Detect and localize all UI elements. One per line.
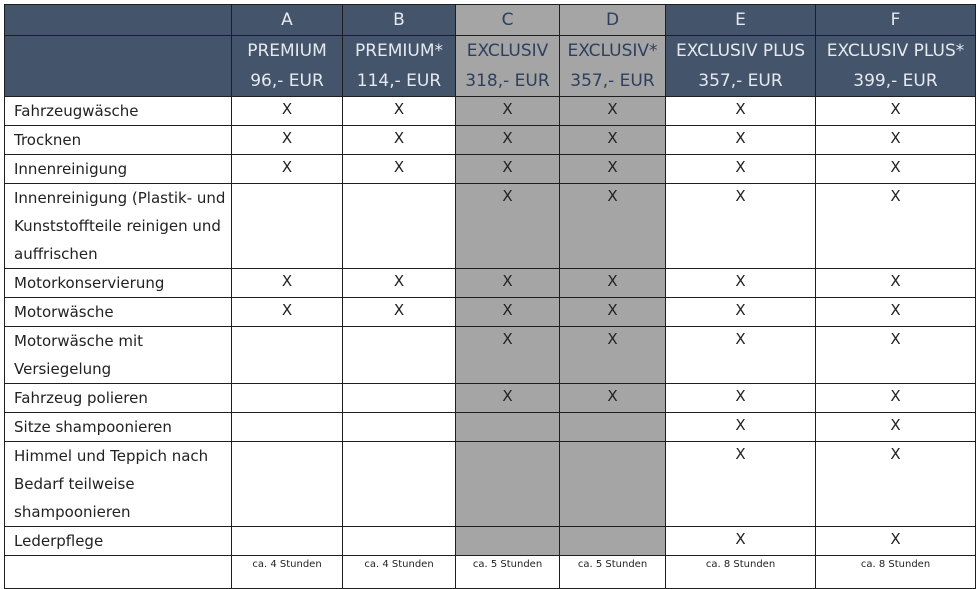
service-mark-cell xyxy=(816,184,976,269)
included-mark: X xyxy=(393,272,405,290)
included-mark: X xyxy=(890,100,901,118)
service-mark-cell xyxy=(456,126,560,155)
service-label-line: Bedarf teilweise xyxy=(14,475,135,493)
service-row xyxy=(5,413,976,442)
included-mark: X xyxy=(890,301,901,319)
service-mark-cell xyxy=(456,413,560,442)
service-label-line: auffrischen xyxy=(14,245,98,263)
service-mark-cell xyxy=(816,155,976,184)
duration-label-cell xyxy=(5,556,232,589)
included-mark: X xyxy=(607,301,618,319)
included-mark: X xyxy=(502,272,513,290)
service-mark-cell xyxy=(456,269,560,298)
column-letters-row xyxy=(5,5,976,36)
service-mark-cell xyxy=(560,327,666,384)
duration-cell: ca. 5 Stunden xyxy=(560,556,666,589)
service-mark-cell xyxy=(560,442,666,527)
included-mark: X xyxy=(502,100,513,118)
service-row xyxy=(5,126,976,155)
included-mark: X xyxy=(890,272,901,290)
service-mark-cell xyxy=(343,97,456,126)
included-mark: X xyxy=(502,158,513,176)
included-mark: X xyxy=(502,330,513,348)
included-mark: X xyxy=(735,187,746,205)
included-mark: X xyxy=(607,272,618,290)
service-label xyxy=(5,327,232,384)
service-label-line: Fahrzeugwäsche xyxy=(14,102,139,120)
header-corner xyxy=(5,36,232,67)
service-label-line: Innenreinigung (Plastik- und xyxy=(14,189,226,207)
package-price: 357,- EUR xyxy=(666,66,816,97)
service-row xyxy=(5,298,976,327)
service-mark-cell xyxy=(816,442,976,527)
service-label xyxy=(5,184,232,269)
service-mark-cell xyxy=(560,155,666,184)
service-row xyxy=(5,155,976,184)
included-mark: X xyxy=(281,272,293,290)
service-mark-cell xyxy=(343,298,456,327)
service-mark-cell xyxy=(666,97,816,126)
service-mark-cell xyxy=(456,298,560,327)
included-mark: X xyxy=(393,158,405,176)
included-mark: X xyxy=(735,387,746,405)
service-mark-cell xyxy=(232,442,343,527)
included-mark: X xyxy=(890,530,901,548)
service-mark-cell xyxy=(456,155,560,184)
service-mark-cell xyxy=(560,97,666,126)
package-comparison-table xyxy=(4,4,976,589)
included-mark: X xyxy=(607,158,618,176)
included-mark: X xyxy=(393,129,405,147)
header-corner xyxy=(5,66,232,97)
column-letter: B xyxy=(343,5,456,36)
service-mark-cell xyxy=(343,184,456,269)
service-label xyxy=(5,527,232,556)
service-mark-cell xyxy=(456,442,560,527)
service-label xyxy=(5,97,232,126)
included-mark: X xyxy=(607,387,618,405)
service-mark-cell xyxy=(232,269,343,298)
service-label-line: Trocknen xyxy=(14,131,82,149)
package-price: 318,- EUR xyxy=(456,66,560,97)
service-label xyxy=(5,269,232,298)
included-mark: X xyxy=(735,158,746,176)
package-price: 357,- EUR xyxy=(560,66,666,97)
duration-cell: ca. 5 Stunden xyxy=(456,556,560,589)
service-mark-cell xyxy=(456,527,560,556)
included-mark: X xyxy=(607,330,618,348)
service-label xyxy=(5,155,232,184)
package-price: 96,- EUR xyxy=(232,66,343,97)
included-mark: X xyxy=(281,129,293,147)
included-mark: X xyxy=(735,301,746,319)
service-label xyxy=(5,413,232,442)
service-mark-cell xyxy=(343,155,456,184)
service-mark-cell xyxy=(666,384,816,413)
package-price: 399,- EUR xyxy=(816,66,976,97)
service-mark-cell xyxy=(456,97,560,126)
included-mark: X xyxy=(502,187,513,205)
service-mark-cell xyxy=(666,184,816,269)
service-row xyxy=(5,97,976,126)
package-prices-row xyxy=(5,66,976,97)
service-mark-cell xyxy=(560,527,666,556)
package-price: 114,- EUR xyxy=(343,66,456,97)
service-label xyxy=(5,126,232,155)
service-mark-cell xyxy=(666,298,816,327)
service-mark-cell xyxy=(560,184,666,269)
included-mark: X xyxy=(607,129,618,147)
service-mark-cell xyxy=(232,97,343,126)
service-label-line: Lederpflege xyxy=(14,532,104,550)
service-mark-cell xyxy=(666,413,816,442)
package-name: EXCLUSIV PLUS* xyxy=(816,36,976,67)
service-row xyxy=(5,527,976,556)
service-mark-cell xyxy=(666,126,816,155)
service-mark-cell xyxy=(456,184,560,269)
service-mark-cell xyxy=(816,298,976,327)
service-mark-cell xyxy=(232,184,343,269)
service-mark-cell xyxy=(560,384,666,413)
included-mark: X xyxy=(890,416,901,434)
service-mark-cell xyxy=(343,413,456,442)
service-label-line: Fahrzeug polieren xyxy=(14,389,148,407)
service-mark-cell xyxy=(343,327,456,384)
service-label xyxy=(5,442,232,527)
service-mark-cell xyxy=(560,413,666,442)
service-mark-cell xyxy=(343,527,456,556)
included-mark: X xyxy=(890,445,901,463)
service-mark-cell xyxy=(343,384,456,413)
package-name: PREMIUM* xyxy=(343,36,456,67)
package-name: EXCLUSIV xyxy=(456,36,560,67)
included-mark: X xyxy=(281,158,293,176)
package-names-row xyxy=(5,36,976,67)
included-mark: X xyxy=(890,330,901,348)
column-letter: D xyxy=(560,5,666,36)
service-row xyxy=(5,442,976,527)
included-mark: X xyxy=(890,158,901,176)
service-mark-cell xyxy=(232,413,343,442)
service-mark-cell xyxy=(560,269,666,298)
included-mark: X xyxy=(607,100,618,118)
service-label-line: Kunststoffteile reinigen und xyxy=(14,217,221,235)
service-mark-cell xyxy=(816,527,976,556)
included-mark: X xyxy=(735,129,746,147)
service-row xyxy=(5,327,976,384)
included-mark: X xyxy=(502,129,513,147)
column-letter: E xyxy=(666,5,816,36)
duration-cell: ca. 8 Stunden xyxy=(816,556,976,589)
service-mark-cell xyxy=(456,384,560,413)
service-mark-cell xyxy=(816,97,976,126)
included-mark: X xyxy=(281,301,293,319)
package-name: PREMIUM xyxy=(232,36,343,67)
included-mark: X xyxy=(281,100,293,118)
service-mark-cell xyxy=(456,327,560,384)
column-letter: C xyxy=(456,5,560,36)
service-mark-cell xyxy=(816,327,976,384)
package-name: EXCLUSIV* xyxy=(560,36,666,67)
column-letter: A xyxy=(232,5,343,36)
included-mark: X xyxy=(890,187,901,205)
included-mark: X xyxy=(890,129,901,147)
duration-cell: ca. 8 Stunden xyxy=(666,556,816,589)
package-name: EXCLUSIV PLUS xyxy=(666,36,816,67)
service-label-line: Himmel und Teppich nach xyxy=(14,447,209,465)
included-mark: X xyxy=(735,100,746,118)
service-mark-cell xyxy=(343,269,456,298)
included-mark: X xyxy=(393,100,405,118)
service-label xyxy=(5,298,232,327)
service-rows xyxy=(5,97,976,556)
service-mark-cell xyxy=(232,155,343,184)
service-row xyxy=(5,269,976,298)
included-mark: X xyxy=(890,387,901,405)
service-mark-cell xyxy=(232,384,343,413)
service-mark-cell xyxy=(560,126,666,155)
service-label-line: Sitze shampoonieren xyxy=(14,418,172,436)
service-mark-cell xyxy=(816,384,976,413)
service-mark-cell xyxy=(816,413,976,442)
included-mark: X xyxy=(393,301,405,319)
included-mark: X xyxy=(502,387,513,405)
service-mark-cell xyxy=(560,298,666,327)
service-mark-cell xyxy=(232,126,343,155)
service-row xyxy=(5,384,976,413)
included-mark: X xyxy=(735,530,746,548)
service-label-line: Versiegelung xyxy=(14,360,112,378)
service-label-line: shampoonieren xyxy=(14,503,131,521)
duration-cell: ca. 4 Stunden xyxy=(232,556,343,589)
service-label-line: Innenreinigung xyxy=(14,160,128,178)
included-mark: X xyxy=(735,330,746,348)
included-mark: X xyxy=(735,416,746,434)
service-mark-cell xyxy=(666,155,816,184)
service-label xyxy=(5,384,232,413)
service-mark-cell xyxy=(666,327,816,384)
service-mark-cell xyxy=(343,442,456,527)
service-mark-cell xyxy=(666,527,816,556)
included-mark: X xyxy=(502,301,513,319)
included-mark: X xyxy=(607,187,618,205)
service-label-line: Motorkonservierung xyxy=(14,274,165,292)
service-row xyxy=(5,184,976,269)
service-mark-cell xyxy=(666,442,816,527)
service-mark-cell xyxy=(666,269,816,298)
included-mark: X xyxy=(735,272,746,290)
duration-row xyxy=(5,556,976,589)
duration-cell: ca. 4 Stunden xyxy=(343,556,456,589)
service-mark-cell xyxy=(343,126,456,155)
service-mark-cell xyxy=(232,327,343,384)
service-label-line: Motorwäsche mit xyxy=(14,332,144,350)
column-letter: F xyxy=(816,5,976,36)
included-mark: X xyxy=(735,445,746,463)
service-mark-cell xyxy=(816,126,976,155)
service-mark-cell xyxy=(816,269,976,298)
service-mark-cell xyxy=(232,527,343,556)
header-corner xyxy=(5,5,232,36)
service-mark-cell xyxy=(232,298,343,327)
service-label-line: Motorwäsche xyxy=(14,303,114,321)
